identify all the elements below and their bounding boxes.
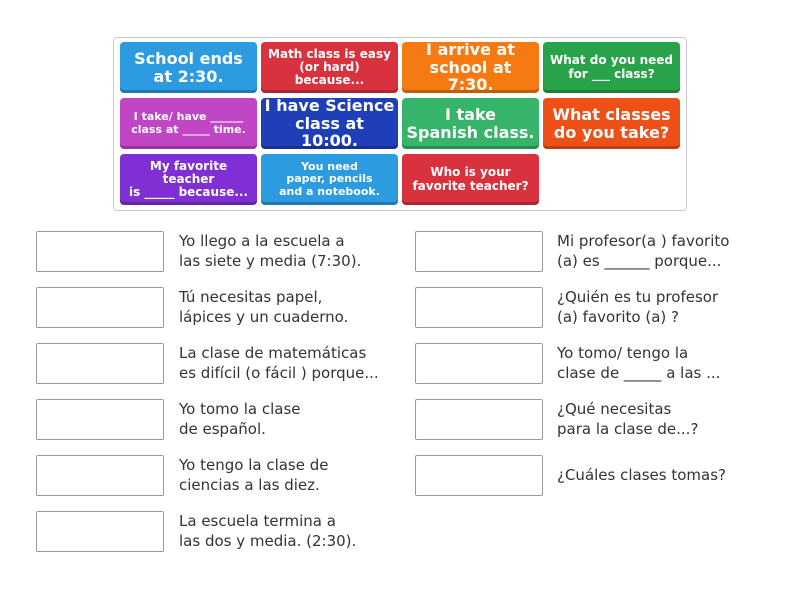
tile-spanish-class[interactable]: I take Spanish class. [402,98,539,149]
clue-text: Yo llego a la escuela a las siete y media (7:30). [179,232,362,270]
clue-text: ¿Quién es tu profesor (a) favorito (a) ? [557,288,719,326]
clue-text: Yo tomo/ tengo la clase de _____ a las ... [557,344,721,382]
tile-math-class[interactable]: Math class is easy (or hard) because... [261,42,398,93]
clue-text: Yo tomo la clase de español. [179,400,301,438]
clue-text: Mi profesor(a ) favorito (a) es ______ porque... [557,232,730,270]
answer-bank [113,37,687,211]
drop-zone[interactable] [36,511,164,552]
clue-text: La escuela termina a las dos y media. (2:30). [179,512,357,550]
drop-zone[interactable] [36,343,164,384]
clue-text: Tú necesitas papel, lápices y un cuaderno. [179,288,349,326]
drop-zone[interactable] [36,455,164,496]
tile-i-arrive[interactable]: I arrive at school at 7:30. [402,42,539,93]
tile-what-classes[interactable]: What classes do you take? [543,98,680,149]
tile-what-do-you-need[interactable]: What do you need for ___ class? [543,42,680,93]
drop-zone[interactable] [415,343,543,384]
tile-who-is-your-teacher[interactable]: Who is your favorite teacher? [402,154,539,205]
drop-zone[interactable] [415,455,543,496]
clue-text: Yo tengo la clase de ciencias a las diez. [179,456,329,494]
tile-you-need[interactable]: You need paper, pencils and a notebook. [261,154,398,205]
clue-text: ¿Cuáles clases tomas? [557,466,726,484]
clue-text: ¿Qué necesitas para la clase de...? [557,400,699,438]
drop-zone[interactable] [36,399,164,440]
tile-school-ends[interactable]: School ends at 2:30. [120,42,257,93]
tile-favorite-teacher[interactable]: My favorite teacher is _____ because... [120,154,257,205]
tile-science-class[interactable]: I have Science class at 10:00. [261,98,398,149]
clue-text: La clase de matemáticas es difícil (o fácil ) porque... [179,344,379,382]
drop-zone[interactable] [36,231,164,272]
drop-zone[interactable] [415,287,543,328]
tile-i-take-have[interactable]: I take/ have ______ class at _____ time. [120,98,257,149]
drop-zone[interactable] [415,231,543,272]
drop-zone[interactable] [415,399,543,440]
drop-zone[interactable] [36,287,164,328]
